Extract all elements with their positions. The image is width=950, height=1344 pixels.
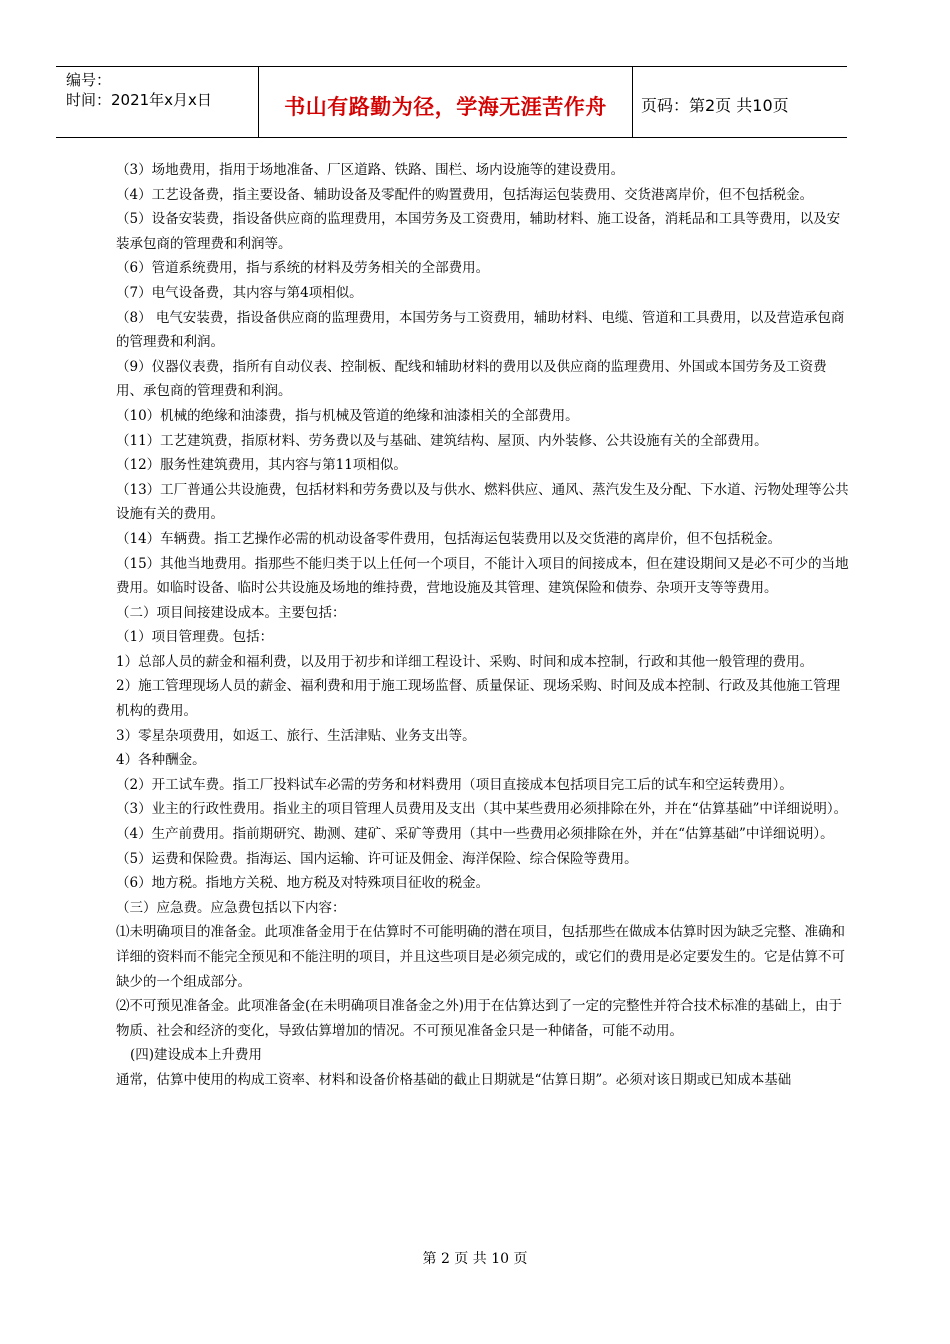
paragraph: 3）零星杂项费用，如返工、旅行、生活津贴、业务支出等。 bbox=[116, 727, 476, 744]
paragraph: （14）车辆费。指工艺操作必需的机动设备零件费用，包括海运包装费用以及交货港的离岸价，但不包括税金。 bbox=[116, 530, 782, 547]
paragraph: （6）管道系统费用，指与系统的材料及劳务相关的全部费用。 bbox=[116, 260, 490, 277]
page-header bbox=[56, 66, 847, 138]
paragraph: （4）工艺设备费，指主要设备、辅助设备及零配件的购置费用，包括海运包装费用、交货港离岸价，但不包括税金。 bbox=[116, 186, 814, 203]
document-time-label: 时间：2021年x月x日 bbox=[66, 91, 212, 109]
paragraph: （3）业主的行政性费用。指业主的项目管理人员费用及支出（其中某些费用必须排除在外，并在“估算基础”中详细说明）。 bbox=[116, 801, 848, 818]
section-heading: （三）应急费。应急费包括以下内容： bbox=[116, 899, 346, 916]
paragraph: 1）总部人员的薪金和福利费，以及用于初步和详细工程设计、采购、时间和成本控制，行政和其他一般管理的费用。 bbox=[116, 653, 814, 670]
paragraph: （6）地方税。指地方关税、地方税及对特殊项目征收的税金。 bbox=[116, 875, 490, 892]
paragraph: （3）场地费用，指用于场地准备、厂区道路、铁路、围栏、场内设施等的建设费用。 bbox=[116, 162, 625, 178]
paragraph: ⑴未明确项目的准备金。此项准备金用于在估算时不可能明确的潜在项目，包括那些在做成本估算时因为缺乏完整、准确和详细的资料而不能完全预见和不能注明的项目，并且这些项目是必须完成的，或它们的费用是必定要发生的。它是估算不可缺少的一个组成部分。 bbox=[116, 924, 845, 990]
paragraph: 4）各种酬金。 bbox=[116, 752, 206, 769]
paragraph: （4）生产前费用。指前期研究、勘测、建矿、采矿等费用（其中一些费用必须排除在外，并在“估算基础”中详细说明）。 bbox=[116, 826, 834, 843]
header-page-cell bbox=[631, 67, 847, 137]
paragraph: （13）工厂普通公共设施费，包括材料和劳务费以及与供水、燃料供应、通风、蒸汽发生及分配、下水道、污物处理等公共设施有关的费用。 bbox=[116, 481, 849, 523]
paragraph: （11）工艺建筑费，指原材料、劳务费以及与基础、建筑结构、屋顶、内外装修、公共设施有关的全部费用。 bbox=[116, 432, 768, 449]
paragraph: 通常，估算中使用的构成工资率、材料和设备价格基础的截止日期就是“估算日期”。必须对该日期或已知成本基础 bbox=[116, 1071, 792, 1088]
paragraph: （8） 电气安装费，指设备供应商的监理费用，本国劳务与工资费用，辅助材料、电缆、管道和工具费用，以及营造承包商的管理费和利润。 bbox=[116, 309, 845, 351]
paragraph: （5）设备安装费，指设备供应商的监理费用，本国劳务及工资费用，辅助材料、施工设备，消耗品和工具等费用，以及安装承包商的管理费和利润等。 bbox=[116, 211, 841, 252]
section-heading: (四)建设成本上升费用 bbox=[130, 1047, 263, 1064]
paragraph: （9）仪器仪表费，指所有自动仪表、控制板、配线和辅助材料的费用以及供应商的监理费用、外国或本国劳务及工资费用、承包商的管理费和利润。 bbox=[116, 358, 827, 400]
document-body bbox=[116, 158, 850, 1093]
header-info-cell bbox=[56, 67, 258, 137]
paragraph: （12）服务性建筑费用，其内容与第11项相似。 bbox=[116, 457, 407, 474]
document-number-label: 编号： bbox=[66, 71, 112, 89]
page-footer: 第 2 页 共 10 页 bbox=[422, 1251, 528, 1267]
section-heading: （二）项目间接建设成本。主要包括： bbox=[116, 604, 346, 621]
paragraph: （10）机械的绝缘和油漆费，指与机械及管道的绝缘和油漆相关的全部费用。 bbox=[116, 407, 579, 424]
header-motto-cell bbox=[258, 67, 633, 137]
paragraph: （7）电气设备费，其内容与第4项相似。 bbox=[116, 284, 363, 301]
paragraph: （2）开工试车费。指工厂投料试车必需的劳务和材料费用（项目直接成本包括项目完工后的试车和空运转费用）。 bbox=[116, 776, 793, 793]
paragraph: 2）施工管理现场人员的薪金、福利费和用于施工现场监督、质量保证、现场采购、时间及成本控制、行政及其他施工管理机构的费用。 bbox=[116, 678, 841, 720]
paragraph: （15）其他当地费用。指那些不能归类于以上任何一个项目，不能计入项目的间接成本，但在建设期间又是必不可少的当地费用。如临时设备、临时公共设施及场地的维持费，营地设施及其管理、建筑保险和债券、杂项开支等等费用。 bbox=[116, 555, 849, 597]
paragraph: （5）运费和保险费。指海运、国内运输、许可证及佣金、海洋保险、综合保险等费用。 bbox=[116, 850, 638, 867]
header-motto: 书山有路勤为径，学海无涯苦作舟 bbox=[284, 95, 607, 119]
paragraph: （1）项目管理费。包括： bbox=[116, 629, 274, 646]
header-page-number: 页码：第2页 共10页 bbox=[641, 96, 789, 115]
paragraph: ⑵不可预见准备金。此项准备金(在未明确项目准备金之外)用于在估算达到了一定的完整性并符合技术标准的基础上，由于物质、社会和经济的变化，导致估算增加的情况。不可预见准备金只是一种储备，可能不动用。 bbox=[116, 998, 843, 1039]
